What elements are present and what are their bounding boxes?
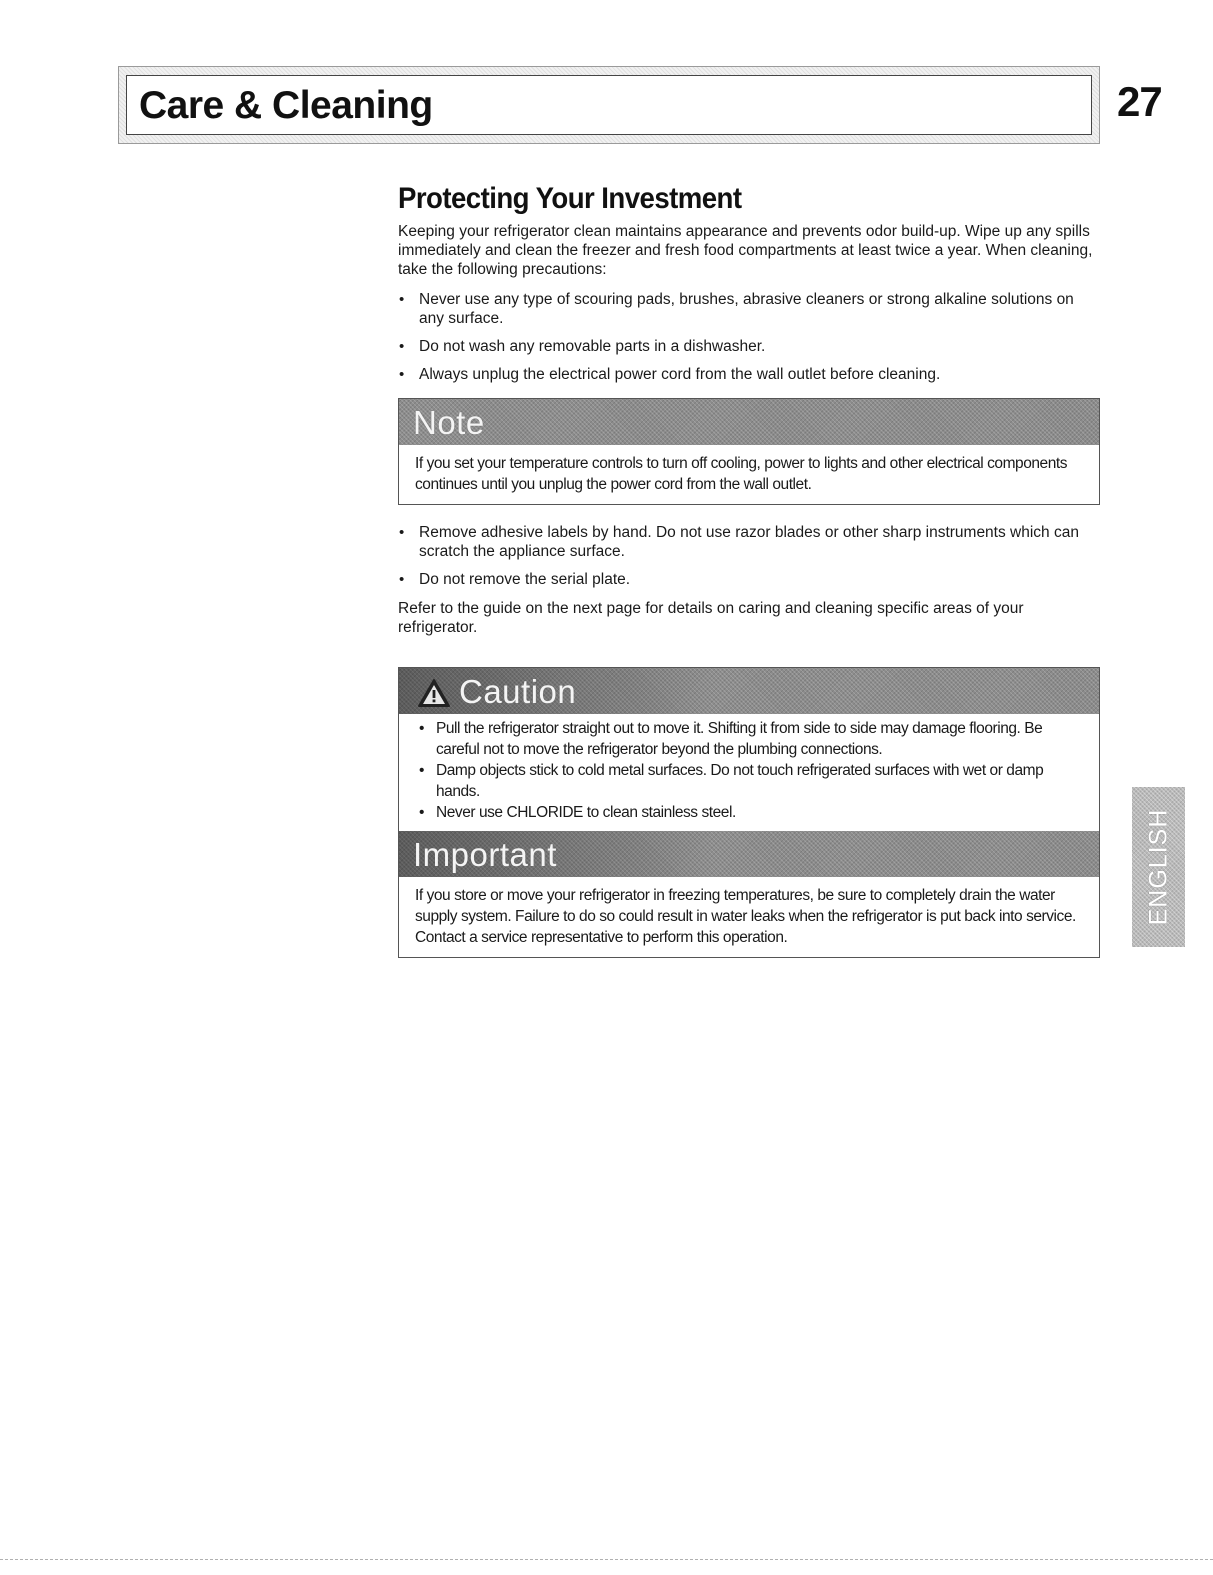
list-item: • Pull the refrigerator straight out to move it. Shifting it from side to side may damage flooring. Be careful not to move the refrigerator beyond the plumbing connections. [419,720,1043,758]
important-text: If you store or move your refrigerator in freezing temperatures, be sure to completely drain the water supply system. Failure to do so could result in water leaks when the refrigerator is put back into service. Contact a service representative to perform this operation. [415,887,1076,946]
caution-label: Caution [459,673,577,710]
caution-header [399,668,1099,714]
list-item: • Always unplug the electrical power cord from the wall outlet before cleaning. [399,366,941,383]
more-precautions-list [398,523,1100,589]
page-number: 27 [1117,78,1162,125]
bullet-icon: • [399,366,405,383]
note-body [399,445,1099,504]
caution-body [399,714,1099,831]
note-label: Note [413,404,485,441]
intro-paragraph: Keeping your refrigerator clean maintains appearance and prevents odor build-up. Wipe up any spills immediately and clean the freezer and fresh food compartments at least twice a year. When cleaning, take the following precautions: [398,223,1093,278]
main-content [398,182,1100,958]
section-title: Care & Cleaning [139,84,433,127]
page-bottom-rule [0,1559,1213,1560]
bullet-icon: • [419,804,424,821]
bullet-icon: • [399,291,405,308]
note-header [399,399,1099,445]
important-header [399,831,1099,877]
section-header-band [118,66,1100,144]
warning-triangle-icon [417,678,451,708]
language-tab-label: ENGLISH [1144,808,1172,926]
bullet-icon: • [399,338,405,355]
important-label: Important [413,836,557,873]
list-item: • Do not wash any removable parts in a dishwasher. [399,338,766,355]
bullet-icon: • [399,571,405,588]
bullet-icon: • [419,762,424,779]
list-item: • Damp objects stick to cold metal surfaces. Do not touch refrigerated surfaces with wet or damp hands. [419,762,1044,800]
list-item: • Do not remove the serial plate. [399,571,631,588]
caution-important-box [398,667,1100,958]
language-tab [1132,787,1185,947]
important-body [399,877,1099,957]
bullet-icon: • [419,720,424,737]
refer-paragraph: Refer to the guide on the next page for details on caring and cleaning specific areas of your refrigerator. [398,600,1024,636]
note-box [398,398,1100,505]
section-header-frame [126,75,1092,135]
list-item: • Never use CHLORIDE to clean stainless steel. [419,804,736,821]
note-text: If you set your temperature controls to turn off cooling, power to lights and other electrical components continues until you unplug the power cord from the wall outlet. [415,455,1068,493]
precautions-list [398,290,1100,384]
subsection-title: Protecting Your Investment [398,182,742,215]
list-item: • Never use any type of scouring pads, brushes, abrasive cleaners or strong alkaline solutions on any surface. [399,291,1074,327]
bullet-icon: • [399,524,405,541]
list-item: • Remove adhesive labels by hand. Do not use razor blades or other sharp instruments which can scratch the appliance surface. [399,524,1079,560]
caution-list [415,718,1085,823]
